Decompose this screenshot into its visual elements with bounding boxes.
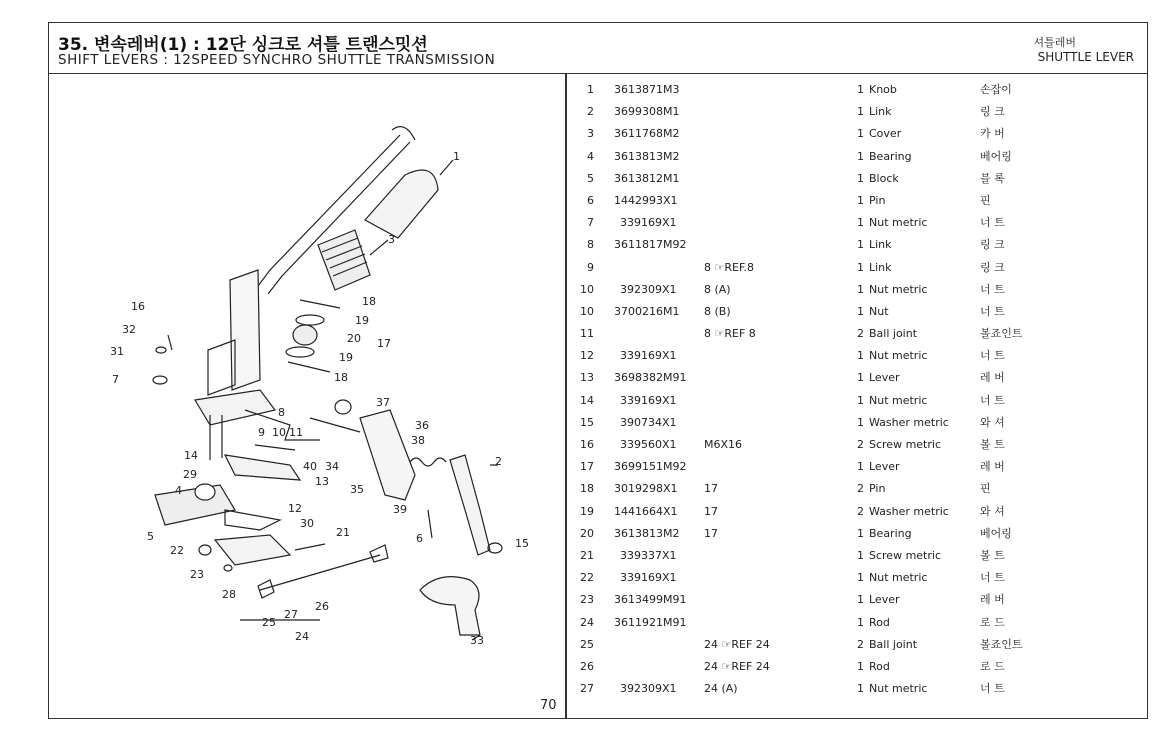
description: Link — [869, 260, 892, 274]
reference: 17 — [704, 482, 718, 496]
part-number: 339169X1 — [620, 393, 677, 407]
nut-37 — [335, 400, 351, 414]
quantity: 2 — [857, 438, 864, 451]
description-korean: 볼죠인트 — [980, 327, 1023, 341]
parts-row — [572, 567, 1132, 589]
part-number: 3698382M91 — [614, 371, 687, 385]
bolt-34 — [310, 418, 360, 432]
quantity: 1 — [857, 171, 864, 185]
quantity: 2 — [857, 637, 864, 651]
part-number: 339169X1 — [620, 571, 677, 585]
quantity: 1 — [857, 615, 864, 629]
part-number: 3699151M92 — [614, 460, 687, 474]
item-number: 22 — [580, 571, 594, 585]
exploded-parts-diagram — [60, 80, 560, 710]
quantity: 2 — [857, 327, 864, 341]
quantity: 1 — [857, 659, 864, 673]
quantity: 1 — [857, 371, 864, 385]
quantity: 1 — [857, 304, 864, 318]
callout-24: 24 — [295, 630, 309, 643]
part-number: 1441664X1 — [614, 504, 678, 518]
parts-row — [572, 634, 1132, 656]
description-korean: 로 드 — [980, 659, 1005, 673]
description-korean: 볼 트 — [980, 438, 1005, 451]
description-korean: 레 버 — [980, 460, 1005, 474]
callout-19: 19 — [355, 314, 369, 327]
link-8 — [225, 455, 300, 480]
quantity: 1 — [857, 460, 864, 474]
quantity: 1 — [857, 193, 864, 207]
item-number: 6 — [587, 193, 594, 207]
ball-joint-25b — [370, 545, 388, 562]
description-korean: 베어링 — [980, 149, 1012, 163]
title-korean: 35. 변속레버(1) : 12단 싱크로 셔틀 트랜스밋션 — [58, 35, 428, 55]
quantity: 1 — [857, 415, 864, 429]
callout-4: 4 — [175, 484, 182, 497]
description-korean: 핀 — [980, 193, 991, 207]
item-number: 15 — [580, 415, 594, 429]
callout-35: 35 — [350, 483, 364, 496]
parts-row — [572, 478, 1132, 500]
parts-row — [572, 301, 1132, 323]
reference: M6X16 — [704, 438, 743, 451]
description: Nut metric — [869, 571, 928, 585]
description: Ball joint — [869, 637, 918, 651]
reference: 17 — [704, 504, 718, 518]
callout-2: 2 — [495, 455, 502, 468]
parts-row — [572, 589, 1132, 611]
parts-row — [572, 523, 1132, 545]
description: Nut metric — [869, 682, 928, 696]
description-korean: 손잡이 — [980, 83, 1012, 96]
description-korean: 레 버 — [980, 593, 1005, 607]
quantity: 1 — [857, 682, 864, 696]
callout-31: 31 — [110, 345, 124, 358]
item-number: 7 — [587, 216, 594, 230]
quantity: 1 — [857, 260, 864, 274]
item-number: 24 — [580, 615, 594, 629]
part-number: 339560X1 — [620, 438, 677, 451]
callout-29: 29 — [183, 468, 197, 481]
description-korean: 베어링 — [980, 526, 1012, 540]
washer-19b — [286, 347, 314, 357]
description: Bearing — [869, 149, 912, 163]
part-number: 3613871M3 — [614, 83, 680, 96]
rod-26 — [260, 555, 380, 590]
parts-row — [572, 412, 1132, 434]
page-header — [48, 22, 1148, 74]
callout-40: 40 — [303, 460, 317, 473]
part-number: 390734X1 — [620, 415, 677, 429]
description-korean: 너 트 — [980, 282, 1005, 296]
callout-18: 18 — [362, 295, 376, 308]
description: Nut metric — [869, 393, 928, 407]
part-number: 1442993X1 — [614, 193, 678, 207]
item-number: 2 — [587, 105, 594, 119]
section-english: SHUTTLE LEVER — [1037, 50, 1134, 64]
pin-18 — [300, 300, 340, 308]
description: Knob — [869, 83, 897, 96]
part-number: 339169X1 — [620, 216, 677, 230]
description: Ball joint — [869, 327, 918, 341]
description: Nut metric — [869, 282, 928, 296]
item-number: 21 — [580, 548, 594, 562]
quantity: 1 — [857, 216, 864, 230]
column-divider — [565, 74, 567, 719]
item-number: 26 — [580, 659, 594, 673]
item-number: 27 — [580, 682, 594, 696]
callout-25: 25 — [262, 616, 276, 629]
item-number: 19 — [580, 504, 594, 518]
part-number: 3613813M2 — [614, 526, 680, 540]
bearing-20 — [293, 325, 317, 345]
callout-37: 37 — [376, 396, 390, 409]
quantity: 1 — [857, 593, 864, 607]
description-korean: 링 크 — [980, 260, 1005, 274]
quantity: 2 — [857, 482, 864, 496]
quantity: 1 — [857, 526, 864, 540]
quantity: 1 — [857, 571, 864, 585]
item-number: 12 — [580, 349, 594, 363]
quantity: 1 — [857, 149, 864, 163]
part-number: 3613813M2 — [614, 149, 680, 163]
item-number: 3 — [587, 127, 594, 141]
parts-row — [572, 434, 1132, 456]
description: Cover — [869, 127, 902, 141]
part-number: 3700216M1 — [614, 304, 680, 318]
parts-row — [572, 279, 1132, 301]
screw-16 — [168, 335, 172, 350]
description-korean: 너 트 — [980, 393, 1005, 407]
nut-28 — [224, 565, 232, 571]
description-korean: 로 드 — [980, 615, 1005, 629]
callout-7: 7 — [112, 373, 119, 386]
quantity: 1 — [857, 83, 864, 96]
callout-21: 21 — [336, 526, 350, 539]
description-korean: 너 트 — [980, 571, 1005, 585]
description: Block — [869, 171, 899, 185]
description-korean: 링 크 — [980, 105, 1005, 119]
description: Nut metric — [869, 349, 928, 363]
description-korean: 링 크 — [980, 238, 1005, 252]
spring-38 — [410, 458, 446, 466]
description: Link — [869, 238, 892, 252]
description: Nut — [869, 304, 889, 318]
callout-8: 8 — [278, 406, 285, 419]
parts-row — [572, 345, 1132, 367]
part-number: 3613499M91 — [614, 593, 687, 607]
description-korean: 너 트 — [980, 682, 1005, 696]
washer-32 — [156, 347, 166, 353]
description-korean: 와 셔 — [980, 415, 1005, 429]
item-number: 13 — [580, 371, 594, 385]
callout-32: 32 — [122, 323, 136, 336]
description: Washer metric — [869, 504, 949, 518]
bolt-9 — [255, 445, 295, 450]
parts-row — [572, 501, 1132, 523]
callout-19b: 19 — [339, 351, 353, 364]
screw-21 — [295, 544, 325, 550]
parts-row — [572, 146, 1132, 168]
parts-row — [572, 101, 1132, 123]
leader-1 — [440, 160, 453, 175]
callout-22: 22 — [170, 544, 184, 557]
item-number: 1 — [587, 83, 594, 96]
quantity: 1 — [857, 282, 864, 296]
item-number: 17 — [580, 460, 594, 474]
parts-row — [572, 190, 1132, 212]
part-number: 392309X1 — [620, 682, 677, 696]
description-korean: 볼 트 — [980, 548, 1005, 562]
part-number: 392309X1 — [620, 282, 677, 296]
callout-18b: 18 — [334, 371, 348, 384]
item-number: 9 — [587, 260, 594, 274]
description: Screw metric — [869, 438, 941, 451]
description: Bearing — [869, 526, 912, 540]
nut-22 — [199, 545, 211, 555]
item-number: 25 — [580, 637, 594, 651]
item-number: 4 — [587, 149, 594, 163]
item-number: 16 — [580, 438, 594, 451]
boot-33 — [420, 577, 480, 635]
part-number: 3611921M91 — [614, 615, 687, 629]
quantity: 1 — [857, 548, 864, 562]
leader-3 — [370, 240, 388, 255]
parts-row — [572, 123, 1132, 145]
parts-row — [572, 79, 1132, 101]
callout-33: 33 — [470, 634, 484, 647]
callout-38: 38 — [411, 434, 425, 447]
ball-joint-25 — [258, 580, 274, 598]
description-korean: 핀 — [980, 482, 991, 496]
parts-row — [572, 612, 1132, 634]
callout-12: 12 — [288, 502, 302, 515]
item-number: 5 — [587, 171, 594, 185]
parts-row — [572, 678, 1132, 700]
item-number: 14 — [580, 393, 594, 407]
description-korean: 블 록 — [980, 171, 1005, 185]
reference: 8 (A) — [704, 282, 731, 296]
lever-top — [392, 127, 415, 140]
callout-1: 1 — [453, 150, 460, 163]
washer-19 — [296, 315, 324, 325]
item-number: 23 — [580, 593, 594, 607]
parts-list — [572, 79, 1132, 700]
title-english: SHIFT LEVERS : 12SPEED SYNCHRO SHUTTLE TRANSMISSION — [58, 52, 496, 68]
description-korean: 너 트 — [980, 304, 1005, 318]
description: Lever — [869, 371, 900, 385]
quantity: 1 — [857, 393, 864, 407]
link-2 — [450, 455, 490, 555]
description: Screw metric — [869, 548, 941, 562]
callout-9: 9 — [258, 426, 265, 439]
part-number: 3699308M1 — [614, 105, 680, 119]
knob-shape — [365, 170, 438, 238]
quantity: 1 — [857, 127, 864, 141]
callout-30: 30 — [300, 517, 314, 530]
quantity: 2 — [857, 504, 864, 518]
item-number: 20 — [580, 526, 594, 540]
description-korean: 와 셔 — [980, 504, 1005, 518]
part-number: 3611768M2 — [614, 127, 680, 141]
callout-27: 27 — [284, 608, 298, 621]
description: Lever — [869, 460, 900, 474]
parts-row — [572, 212, 1132, 234]
parts-row — [572, 168, 1132, 190]
item-number: 10 — [580, 282, 594, 296]
description-korean: 너 트 — [980, 349, 1005, 363]
lever-23 — [215, 535, 290, 565]
description: Rod — [869, 615, 890, 629]
description: Lever — [869, 593, 900, 607]
callout-5: 5 — [147, 530, 154, 543]
callout-13: 13 — [315, 475, 329, 488]
callout-26: 26 — [315, 600, 329, 613]
description: Pin — [869, 193, 886, 207]
item-number: 10 — [580, 304, 594, 318]
quantity: 1 — [857, 349, 864, 363]
description-korean: 레 버 — [980, 371, 1005, 385]
lever-30 — [225, 510, 280, 530]
part-number: 3611817M92 — [614, 238, 687, 252]
reference: 8 (B) — [704, 304, 731, 318]
parts-row — [572, 456, 1132, 478]
section-korean: 셔틀레버 — [1033, 36, 1076, 49]
bearing-4 — [195, 484, 215, 500]
part-number: 3613812M1 — [614, 171, 680, 185]
diagram-svg — [60, 80, 560, 710]
reference: 24 ☞REF 24 — [704, 637, 770, 651]
callout-10: 10 — [272, 426, 286, 439]
description: Pin — [869, 482, 886, 496]
parts-row — [572, 390, 1132, 412]
callout-11: 11 — [289, 426, 303, 439]
reference: 24 ☞REF 24 — [704, 659, 770, 673]
nut-7 — [153, 376, 167, 384]
page-number: 70 — [540, 698, 557, 713]
parts-row — [572, 234, 1132, 256]
callout-16: 16 — [131, 300, 145, 313]
parts-row — [572, 367, 1132, 389]
pin-6 — [428, 510, 432, 538]
bracket-17 — [195, 390, 275, 425]
description-korean: 볼죠인트 — [980, 637, 1023, 651]
callout-3: 3 — [388, 233, 395, 246]
callout-36: 36 — [415, 419, 429, 432]
description: Link — [869, 105, 892, 119]
parts-row — [572, 656, 1132, 678]
callout-15: 15 — [515, 537, 529, 550]
part-number: 3019298X1 — [614, 482, 678, 496]
quantity: 1 — [857, 238, 864, 252]
callout-39: 39 — [393, 503, 407, 516]
callout-28: 28 — [222, 588, 236, 601]
description: Washer metric — [869, 415, 949, 429]
item-number: 8 — [587, 238, 594, 252]
description: Nut metric — [869, 216, 928, 230]
reference: 24 (A) — [704, 682, 738, 696]
callout-23: 23 — [190, 568, 204, 581]
parts-row — [572, 257, 1132, 279]
callout-17: 17 — [377, 337, 391, 350]
callout-14: 14 — [184, 449, 198, 462]
quantity: 1 — [857, 105, 864, 119]
parts-row — [572, 545, 1132, 567]
parts-row — [572, 323, 1132, 345]
reference: 8 ☞REF.8 — [704, 260, 755, 274]
description-korean: 카 버 — [980, 127, 1005, 141]
part-number: 339169X1 — [620, 349, 677, 363]
item-number: 11 — [580, 327, 594, 341]
reference: 17 — [704, 526, 718, 540]
item-number: 18 — [580, 482, 594, 496]
description-korean: 너 트 — [980, 216, 1005, 230]
boot-cover-shape — [318, 230, 370, 290]
callout-20: 20 — [347, 332, 361, 345]
callout-34: 34 — [325, 460, 339, 473]
callout-6: 6 — [416, 532, 423, 545]
description: Rod — [869, 659, 890, 673]
part-number: 339337X1 — [620, 548, 677, 562]
lever-35 — [360, 410, 415, 500]
reference: 8 ☞REF 8 — [704, 327, 756, 341]
pin-18b — [288, 362, 330, 372]
